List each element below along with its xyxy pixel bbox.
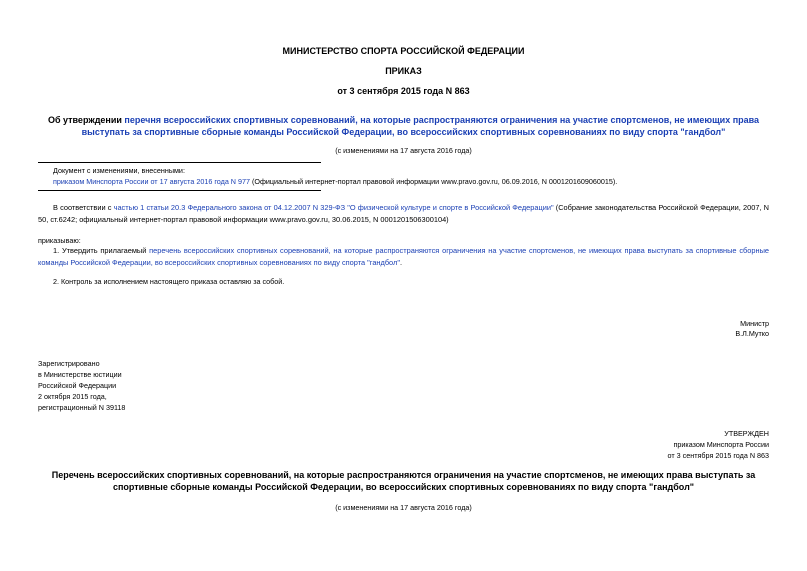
list-amendments-note: (с изменениями на 17 августа 2016 года)	[335, 503, 472, 512]
item1-prefix: 1. Утвердить прилагаемый	[53, 246, 150, 255]
approval-title	[38, 114, 769, 138]
registration-block	[38, 358, 125, 413]
divider-top	[38, 162, 321, 163]
item1-suffix: .	[399, 258, 402, 267]
registration-line-4: 2 октября 2015 года,	[38, 392, 107, 401]
order-verb: приказываю:	[38, 236, 81, 245]
amending-doc-tail: (Официальный интернет-портал правовой информации www.pravo.gov.ru, 06.09.2016, N 0001201609060015).	[250, 177, 618, 186]
signature-position: Министр	[740, 319, 769, 328]
amending-doc-link[interactable]: приказом Минспорта России от 17 августа 2016 года N 977	[53, 177, 250, 186]
amendments-note: (с изменениями на 17 августа 2016 года)	[335, 146, 472, 155]
preamble	[38, 202, 769, 226]
order-heading: ПРИКАЗ	[385, 66, 422, 76]
approved-block	[668, 428, 769, 461]
approval-title-prefix: Об утверждении	[47, 115, 125, 125]
registration-line-5: регистрационный N 39118	[38, 403, 126, 412]
order-item-2: 2. Контроль за исполнением настоящего приказа оставляю за собой.	[53, 277, 285, 286]
approved-line-3: от 3 сентября 2015 года N 863	[667, 451, 769, 460]
federal-law-link[interactable]: частью 1 статьи 20.3 Федерального закона от 04.12.2007 N 329-ФЗ "О физической культуре и спорте в Российской Федерации"	[113, 203, 554, 212]
amending-doc-label: Документ с изменениями, внесенными:	[53, 166, 185, 175]
approval-title-link[interactable]: перечня всероссийских спортивных соревнований, на которые распространяются ограничения на участие спортсменов, не имеющих права выступать за спортивные сборные команды Российской Федерации, во всероссийских спортивных соревнованиях по виду спорта "гандбол"	[81, 115, 760, 137]
preamble-text-start: В соответствии с	[53, 203, 114, 212]
list-title: Перечень всероссийских спортивных соревнований, на которые распространяются ограничения на участие спортсменов, не имеющих права выступать за спортивные сборные команды Российской Федерации, во всероссийских спортивных соревнованиях по виду спорта "гандбол"	[51, 470, 756, 492]
registration-line-2: в Министерстве юстиции	[38, 370, 122, 379]
ministry-name: МИНИСТЕРСТВО СПОРТА РОССИЙСКОЙ ФЕДЕРАЦИИ	[282, 46, 525, 56]
registration-line-3: Российской Федерации	[38, 381, 117, 390]
approved-line-1: УТВЕРЖДЕН	[724, 429, 769, 438]
order-item-1	[38, 245, 769, 269]
approved-list-link[interactable]: перечень всероссийских спортивных соревнований, на которые распространяются ограничения на участие спортсменов, не имеющих права выступать за спортивные сборные команды Российской Федерации, во всероссийских спортивных соревнованиях по виду спорта "гандбол"	[38, 246, 769, 267]
preamble-text-end: (Собрание законодательства Российской Федерации, 2007, N 50, ст.6242; официальный интернет-портал правовой информации www.pravo.gov.ru, 30.06.2015, N 0001201506300104)	[38, 203, 769, 224]
signature-name: В.Л.Мутко	[735, 329, 769, 338]
registration-line-1: Зарегистрировано	[38, 359, 100, 368]
amending-doc-line	[53, 176, 773, 187]
divider-bottom	[38, 190, 321, 191]
approved-line-2: приказом Минспорта России	[673, 440, 769, 449]
order-date: от 3 сентября 2015 года N 863	[337, 86, 470, 96]
